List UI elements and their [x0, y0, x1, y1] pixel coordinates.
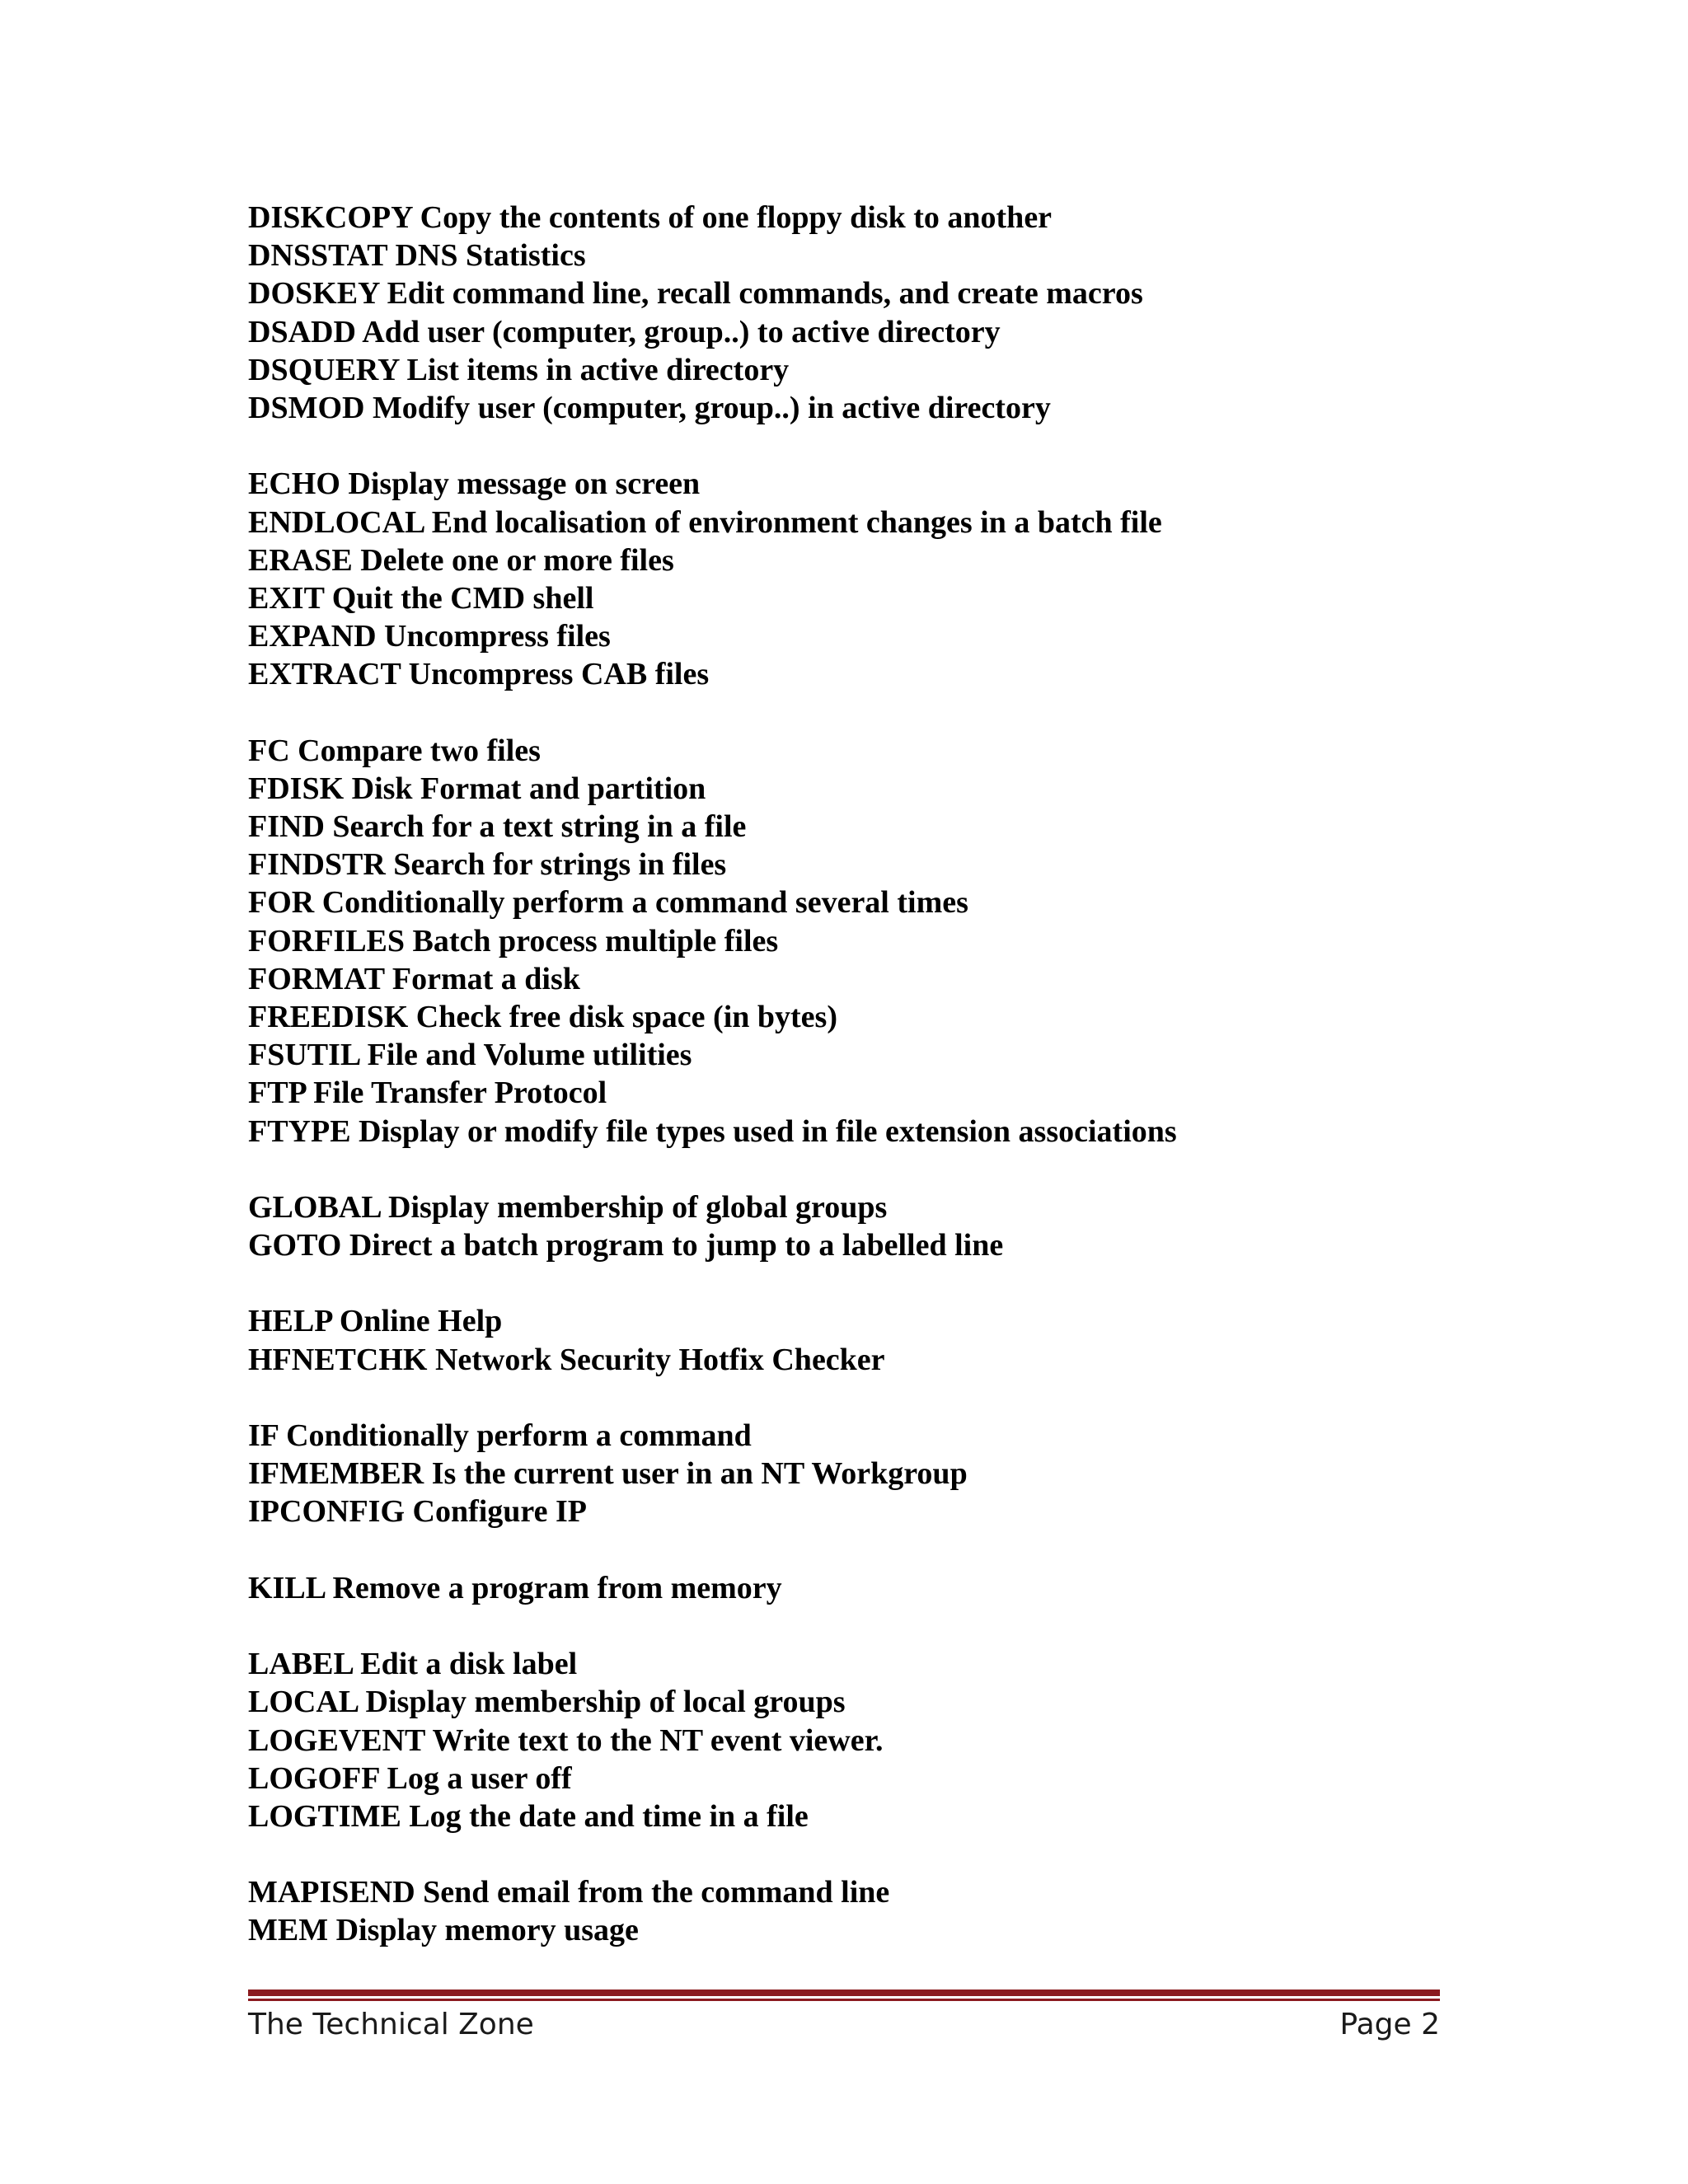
command-line: IFMEMBER Is the current user in an NT Workgroup — [248, 1456, 968, 1492]
command-line: DSMOD Modify user (computer, group..) in active directory — [248, 390, 1051, 425]
command-line: DISKCOPY Copy the contents of one floppy disk to another — [248, 200, 1053, 235]
command-line: LOGEVENT Write text to the NT event viewer. — [248, 1722, 884, 1758]
command-line: MAPISEND Send email from the command line — [248, 1875, 890, 1910]
footer-title: The Technical Zone — [248, 2008, 534, 2041]
command-line: LOGTIME Log the date and time in a file — [248, 1798, 809, 1834]
command-line: ERASE Delete one or more files — [248, 542, 674, 578]
section-h — [248, 1302, 1443, 1378]
command-line: IF Conditionally perform a command — [248, 1418, 752, 1453]
command-line: EXPAND Uncompress files — [248, 619, 611, 654]
command-line: GLOBAL Display membership of global groups — [248, 1189, 888, 1225]
section-l — [248, 1645, 1443, 1835]
command-line: FTYPE Display or modify file types used in file extension associations — [248, 1113, 1177, 1149]
section-d — [248, 199, 1443, 427]
command-line: ECHO Display message on screen — [248, 466, 701, 502]
section-i — [248, 1417, 1443, 1531]
section-e — [248, 465, 1443, 693]
footer-rule-thick — [248, 1990, 1440, 1996]
command-line: EXTRACT Uncompress CAB files — [248, 657, 710, 692]
command-line: FORMAT Format a disk — [248, 961, 580, 996]
section-g — [248, 1188, 1443, 1264]
command-line: EXIT Quit the CMD shell — [248, 580, 594, 616]
command-line: FSUTIL File and Volume utilities — [248, 1038, 692, 1073]
command-line: IPCONFIG Configure IP — [248, 1494, 587, 1530]
command-line: HELP Online Help — [248, 1304, 503, 1339]
command-line: FC Compare two files — [248, 733, 541, 768]
command-line: DOSKEY Edit command line, recall commands, and create macros — [248, 276, 1143, 312]
command-line: KILL Remove a program from memory — [248, 1570, 782, 1605]
command-line: FIND Search for a text string in a file — [248, 809, 747, 844]
footer-rule-thin — [248, 1999, 1440, 2001]
command-line: MEM Display memory usage — [248, 1913, 639, 1948]
command-line: DSADD Add user (computer, group..) to active directory — [248, 314, 1001, 349]
command-line: GOTO Direct a batch program to jump to a labelled line — [248, 1228, 1004, 1263]
section-f — [248, 732, 1443, 1151]
section-k — [248, 1569, 1443, 1607]
command-line: FREEDISK Check free disk space (in bytes) — [248, 999, 837, 1034]
command-line: DNSSTAT DNS Statistics — [248, 238, 586, 274]
command-line: LABEL Edit a disk label — [248, 1647, 578, 1682]
command-list — [248, 199, 1443, 1988]
page-number: Page 2 — [1339, 2008, 1440, 2041]
command-line: FORFILES Batch process multiple files — [248, 923, 779, 958]
section-m — [248, 1873, 1443, 1949]
command-line: FOR Conditionally perform a command several times — [248, 885, 968, 921]
command-line: HFNETCHK Network Security Hotfix Checker — [248, 1342, 885, 1377]
command-line: FDISK Disk Format and partition — [248, 771, 706, 806]
command-line: LOCAL Display membership of local groups — [248, 1685, 846, 1720]
command-line: DSQUERY List items in active directory — [248, 352, 790, 387]
command-line: ENDLOCAL End localisation of environment changes in a batch file — [248, 504, 1162, 540]
command-line: LOGOFF Log a user off — [248, 1760, 572, 1796]
command-line: FINDSTR Search for strings in files — [248, 847, 727, 883]
command-line: FTP File Transfer Protocol — [248, 1076, 607, 1111]
